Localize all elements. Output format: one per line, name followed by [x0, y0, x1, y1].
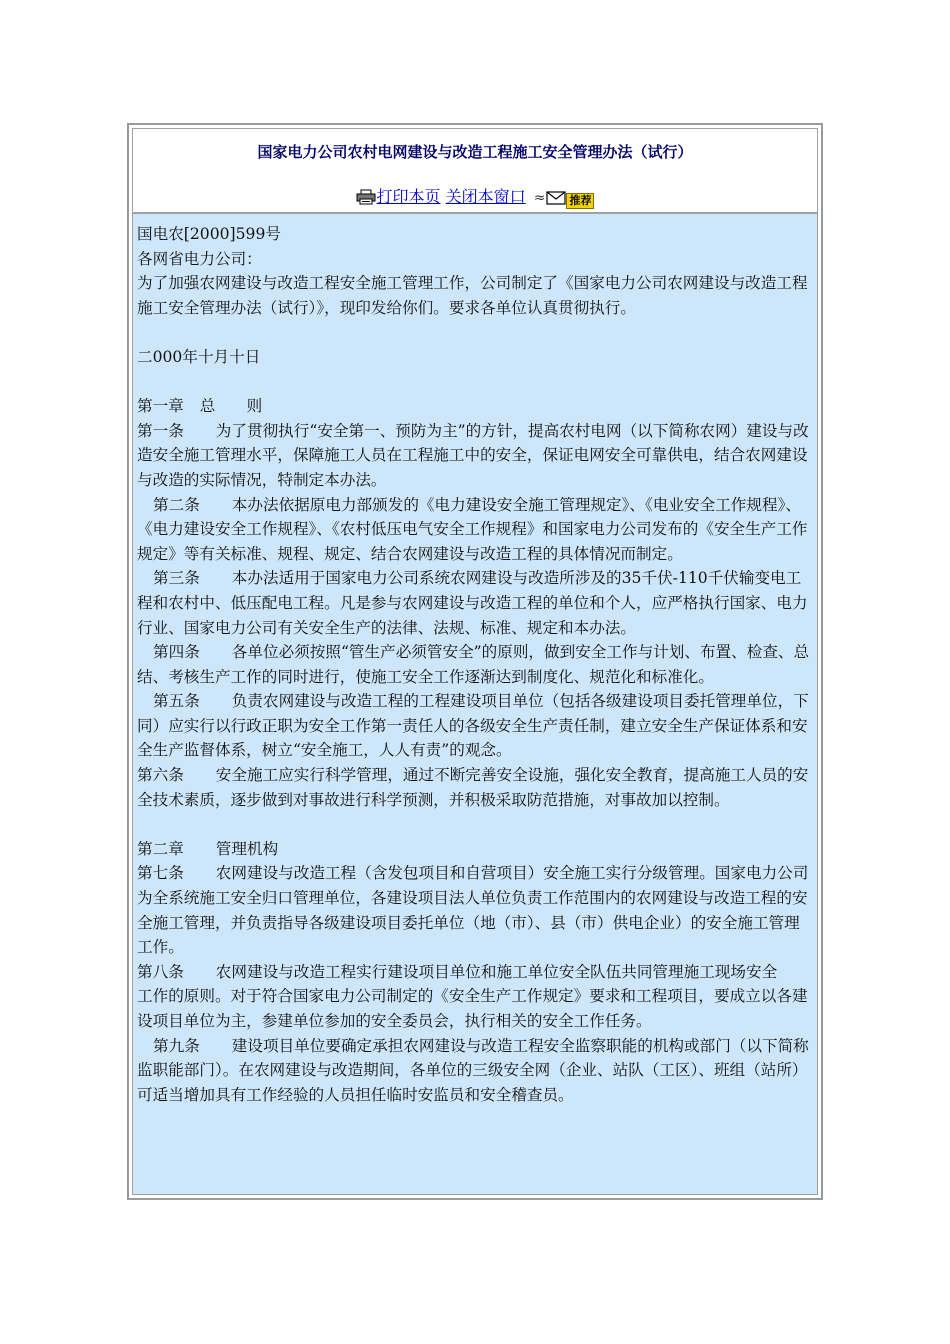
- chapter-title: 管理机构: [215, 839, 279, 858]
- article-text: 安全施工应实行科学管理，通过不断完善安全设施，强化安全教育，提高施工人员的安全技术素质，逐步做到对事故进行科学预测，并积极采取防范措施，对事故加以控制。: [137, 766, 809, 809]
- article-9: [137, 1034, 814, 1108]
- article-number: 第九条: [153, 1036, 200, 1055]
- article-8-continued: 工作的原则。对于符合国家电力公司制定的《安全生产工作规定》要求和工程项目，要成立以各建设项目单位为主，参建单位参加的安全委员会，执行相关的安全工作任务。: [137, 987, 808, 1030]
- article-number: 第四条: [153, 643, 200, 662]
- close-window-link[interactable]: 关闭本窗口: [445, 187, 526, 206]
- addressee: 各网省电力公司：: [137, 249, 262, 268]
- article-2: [137, 493, 814, 567]
- article-text: 各单位必须按照“管生产必须管安全”的原则，做到安全工作与计划、布置、检查、总结、考核生产工作的同时进行，使施工安全工作逐渐达到制度化、规范化和标准化。: [137, 643, 810, 686]
- article-3: [137, 566, 814, 640]
- article-text: 负责农网建设与改造工程的工程建设项目单位（包括各级建设项目委托管理单位，下同）应实行以行政正职为安全工作第一责任人的各级安全生产责任制，建立安全生产保证体系和安全生产监督体系，树立“安全施工，人人有责”的观念。: [137, 692, 809, 760]
- intro-paragraph: 为了加强农网建设与改造工程安全施工管理工作，公司制定了《国家电力公司农网建设与改造工程施工安全管理办法（试行）》，现印发给你们。要求各单位认真贯彻执行。: [137, 274, 808, 317]
- article-number: 第五条: [153, 692, 200, 711]
- article-number: 第七条: [137, 864, 184, 883]
- page-title: 国家电力公司农村电网建设与改造工程施工安全管理办法（试行）: [257, 143, 693, 161]
- article-5: [137, 689, 814, 763]
- article-4: [137, 640, 814, 689]
- recommend-button[interactable]: 推荐: [566, 193, 594, 209]
- doc-number: 国电农[2000]599号: [137, 225, 281, 243]
- printer-icon[interactable]: [356, 189, 376, 209]
- chapter-1-heading: [137, 394, 814, 419]
- article-6: [137, 763, 814, 812]
- chapter-title: 总 则: [199, 397, 263, 416]
- document-body: [132, 213, 818, 1195]
- article-text: 本办法依据原电力部颁发的《电力建设安全施工管理规定》、《电业安全工作规程》、《电力建设安全工作规程》、《农村低压电气安全工作规程》和国家电力公司发布的《安全生产工作规定》等有关标准、规程、规定、结合农网建设与改造工程的具体情况而制定。: [137, 495, 808, 563]
- article-number: 第一条: [137, 421, 184, 440]
- article-text: 农网建设与改造工程（含发包项目和自营项目）安全施工实行分级管理。国家电力公司为全系统施工安全归口管理单位，各建设项目法人单位负责工作范围内的农网建设与改造工程的安全施工管理，并负责指导各级建设项目委托单位（地（市）、县（市）供电企业）的安全施工管理工作。: [137, 864, 809, 957]
- approx-icon: ≈: [533, 190, 546, 206]
- article-number: 第三条: [153, 569, 200, 588]
- chapter-number: 第二章: [137, 839, 184, 858]
- header-panel: [132, 128, 818, 213]
- article-8: [137, 960, 814, 985]
- article-number: 第六条: [137, 766, 184, 785]
- document-frame: [127, 123, 823, 1200]
- article-text: 建设项目单位要确定承担农网建设与改造工程安全监察职能的机构或部门（以下简称监职能部门）。在农网建设与改造期间，各单位的三级安全网（企业、站队（工区）、班组（站所）可适当增加具有工作经验的人员担任临时安监员和安全稽查员。: [137, 1036, 809, 1104]
- article-text: 本办法适用于国家电力公司系统农网建设与改造所涉及的35千伏-110千伏输变电工程和农村中、低压配电工程。凡是参与农网建设与改造工程的单位和个人，应严格执行国家、电力行业、国家电力公司有关安全生产的法律、法规、标准、规定和本办法。: [137, 569, 808, 637]
- article-1: [137, 419, 814, 493]
- article-number: 第八条: [137, 962, 184, 981]
- mail-icon[interactable]: [546, 190, 566, 209]
- article-text: 为了贯彻执行“安全第一、预防为主”的方针，提高农村电网（以下简称农网）建设与改造安全施工管理水平，保障施工人员在工程施工中的安全，保证电网安全可靠供电，结合农网建设与改造的实际情况，特制定本办法。: [137, 421, 809, 489]
- chapter-2-heading: [137, 837, 814, 862]
- chapter-number: 第一章: [137, 397, 184, 416]
- article-text: 农网建设与改造工程实行建设项目单位和施工单位安全队伍共同管理施工现场安全: [215, 962, 778, 981]
- toolbar: [133, 184, 817, 209]
- issue-date: 二000年十月十日: [137, 347, 261, 366]
- article-number: 第二条: [153, 495, 200, 514]
- article-7: [137, 861, 814, 959]
- print-page-link[interactable]: 打印本页: [376, 187, 441, 206]
